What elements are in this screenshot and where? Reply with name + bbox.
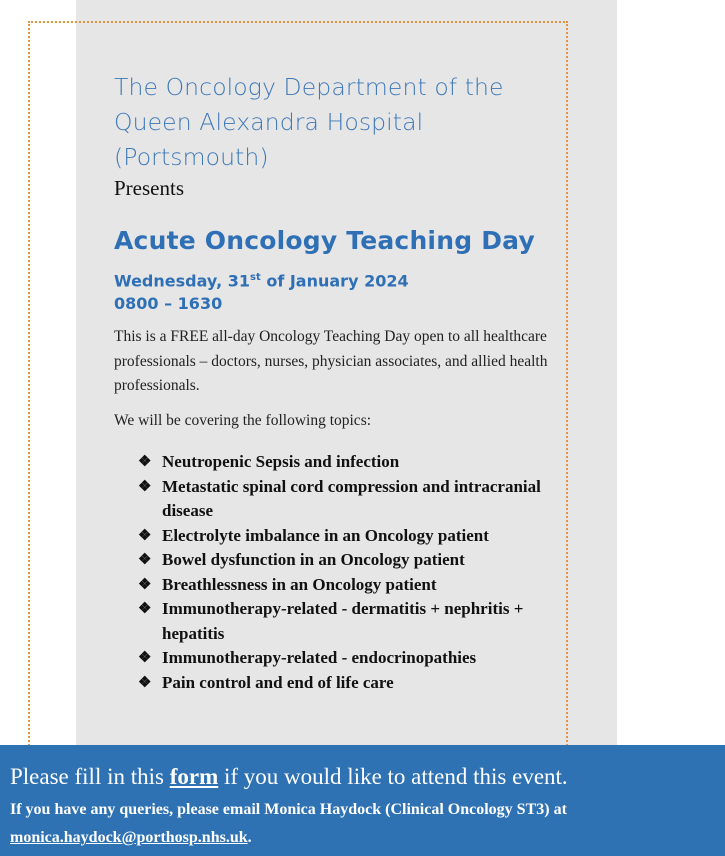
diamond-bullet-icon: ❖: [138, 674, 152, 691]
presents-label: Presents: [114, 176, 184, 200]
topic-text: Metastatic spinal cord compression and intracranial disease: [162, 476, 541, 520]
intro-paragraph: This is a FREE all-day Oncology Teaching Day open to all healthcare professionals – doctors, nurses, physician associates, and allied health professionals.: [114, 328, 548, 394]
event-date-time: [114, 266, 409, 315]
footer-contact-line: [10, 796, 725, 852]
event-time: 0800 – 1630: [114, 294, 223, 314]
topic-text: Electrolyte imbalance in an Oncology patient: [162, 525, 489, 545]
footer-text-after: if you would like to attend this event.: [218, 764, 568, 789]
footer-banner: [0, 745, 725, 856]
topic-item: [138, 548, 558, 573]
topic-item: [138, 646, 558, 671]
event-title: Acute Oncology Teaching Day: [114, 226, 535, 255]
organizer-line-1: The Oncology Department of the: [114, 73, 504, 101]
diamond-bullet-icon: ❖: [138, 601, 152, 617]
diamond-bullet-icon: ❖: [138, 478, 152, 495]
form-link[interactable]: form: [169, 764, 219, 789]
date-ordinal: st: [250, 272, 261, 283]
diamond-bullet-icon: ❖: [138, 552, 152, 568]
topic-text: Pain control and end of life care: [162, 672, 394, 692]
diamond-bullet-icon: ❖: [138, 576, 152, 593]
topic-item: [138, 597, 558, 646]
topic-text: Breathlessness in an Oncology patient: [162, 574, 437, 594]
topic-text: Immunotherapy-related - endocrinopathies: [162, 648, 477, 667]
organizer-line-3: (Portsmouth): [114, 143, 269, 171]
topic-item: [138, 671, 558, 696]
topic-item: [138, 450, 558, 475]
footer-text-before: Please fill in this: [10, 764, 170, 789]
topics-list: [138, 450, 558, 695]
contact-end: .: [247, 829, 252, 846]
topic-text: Immunotherapy-related - dermatitis + nephritis + hepatitis: [162, 599, 524, 643]
date-prefix: Wednesday, 31: [114, 271, 251, 291]
topic-item: [138, 573, 558, 598]
footer-registration-line: [10, 764, 568, 790]
topic-text: Neutropenic Sepsis and infection: [162, 452, 400, 471]
contact-text: If you have any queries, please email Monica Haydock (Clinical Oncology ST3) at: [10, 801, 567, 818]
event-date: [114, 266, 409, 292]
diamond-bullet-icon: ❖: [138, 650, 152, 666]
diamond-bullet-icon: ❖: [138, 527, 152, 544]
date-rest: of January 2024: [260, 271, 409, 291]
topics-intro: We will be covering the following topics:: [114, 412, 372, 429]
organizer-heading: [114, 70, 554, 175]
topic-item: [138, 524, 558, 549]
email-link[interactable]: monica.haydock@porthosp.nhs.uk: [10, 829, 248, 846]
organizer-line-2: Queen Alexandra Hospital: [114, 108, 424, 136]
topic-text: Bowel dysfunction in an Oncology patient: [162, 550, 465, 569]
topic-item: [138, 475, 558, 524]
diamond-bullet-icon: ❖: [138, 454, 152, 470]
